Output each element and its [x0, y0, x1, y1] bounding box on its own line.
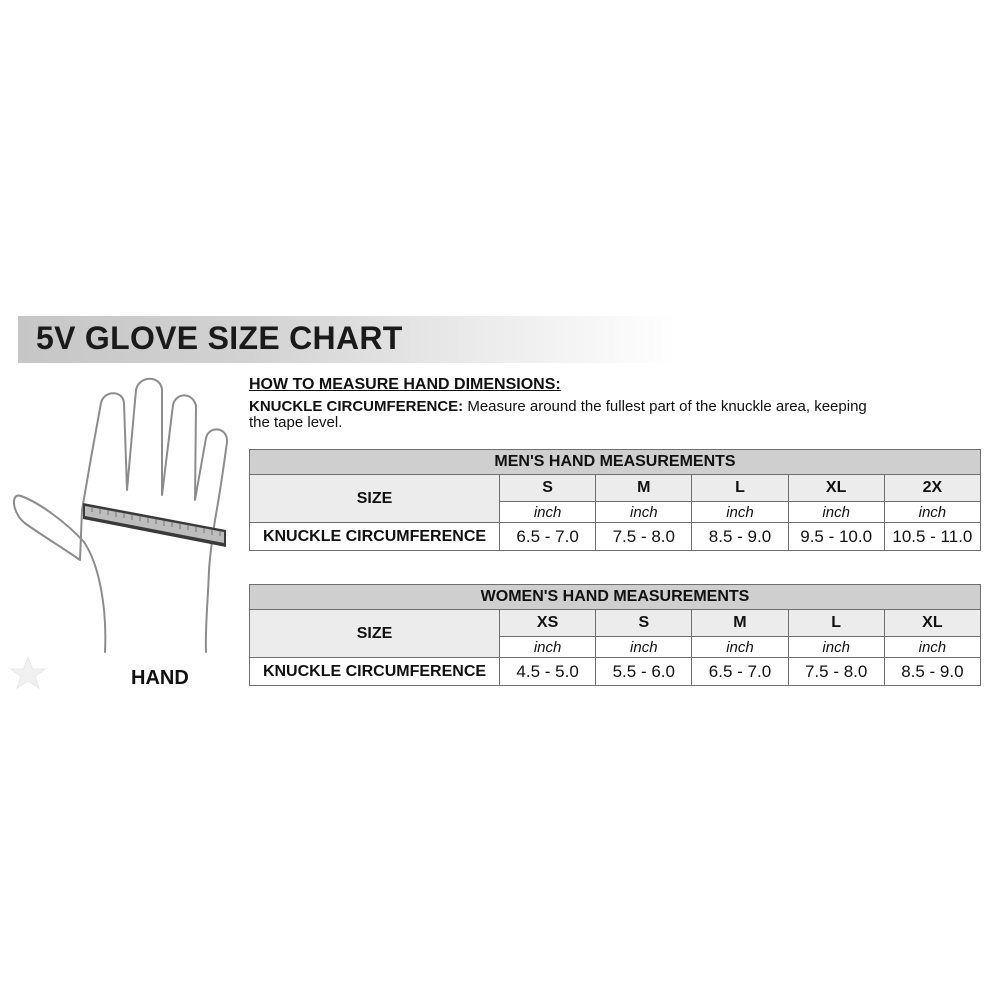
howto-heading: HOW TO MEASURE HAND DIMENSIONS:	[249, 376, 561, 393]
womens-unit-cell: inch	[692, 637, 788, 658]
womens-size-cell: XS	[500, 610, 596, 637]
hand-label: HAND	[131, 667, 189, 689]
mens-knuckle-value: 7.5 - 8.0	[596, 523, 692, 551]
hand-outline-icon	[0, 370, 240, 700]
womens-table-title: WOMEN'S HAND MEASUREMENTS	[250, 585, 981, 610]
mens-unit-cell: inch	[884, 502, 980, 523]
mens-size-cell: L	[692, 475, 788, 502]
womens-size-cell: M	[692, 610, 788, 637]
mens-knuckle-value: 10.5 - 11.0	[884, 523, 980, 551]
womens-size-label: SIZE	[250, 610, 500, 658]
mens-unit-cell: inch	[500, 502, 596, 523]
mens-unit-cell: inch	[596, 502, 692, 523]
womens-size-cell: L	[788, 610, 884, 637]
mens-size-cell: XL	[788, 475, 884, 502]
womens-knuckle-value: 7.5 - 8.0	[788, 658, 884, 686]
mens-knuckle-label: KNUCKLE CIRCUMFERENCE	[250, 523, 500, 551]
star-icon	[11, 657, 45, 688]
mens-size-label: SIZE	[250, 475, 500, 523]
howto-text: Measure around the fullest part of the knuckle area, keeping the tape level.	[249, 398, 867, 431]
mens-unit-cell: inch	[692, 502, 788, 523]
womens-unit-cell: inch	[500, 637, 596, 658]
mens-knuckle-value: 9.5 - 10.0	[788, 523, 884, 551]
howto-description	[249, 399, 889, 431]
womens-knuckle-value: 6.5 - 7.0	[692, 658, 788, 686]
womens-size-cell: S	[596, 610, 692, 637]
mens-size-table	[249, 449, 981, 551]
womens-unit-cell: inch	[788, 637, 884, 658]
mens-size-cell: 2X	[884, 475, 980, 502]
mens-knuckle-value: 8.5 - 9.0	[692, 523, 788, 551]
womens-unit-cell: inch	[884, 637, 980, 658]
womens-knuckle-value: 8.5 - 9.0	[884, 658, 980, 686]
womens-knuckle-value: 5.5 - 6.0	[596, 658, 692, 686]
mens-unit-cell: inch	[788, 502, 884, 523]
womens-unit-cell: inch	[596, 637, 692, 658]
womens-knuckle-value: 4.5 - 5.0	[500, 658, 596, 686]
womens-size-table	[249, 584, 981, 686]
howto-term: KNUCKLE CIRCUMFERENCE:	[249, 398, 464, 415]
mens-size-cell: S	[500, 475, 596, 502]
mens-knuckle-value: 6.5 - 7.0	[500, 523, 596, 551]
page-title: 5V GLOVE SIZE CHART	[36, 320, 403, 356]
mens-size-cell: M	[596, 475, 692, 502]
womens-knuckle-label: KNUCKLE CIRCUMFERENCE	[250, 658, 500, 686]
measuring-tape-icon	[83, 503, 226, 547]
womens-size-cell: XL	[884, 610, 980, 637]
mens-table-title: MEN'S HAND MEASUREMENTS	[250, 450, 981, 475]
